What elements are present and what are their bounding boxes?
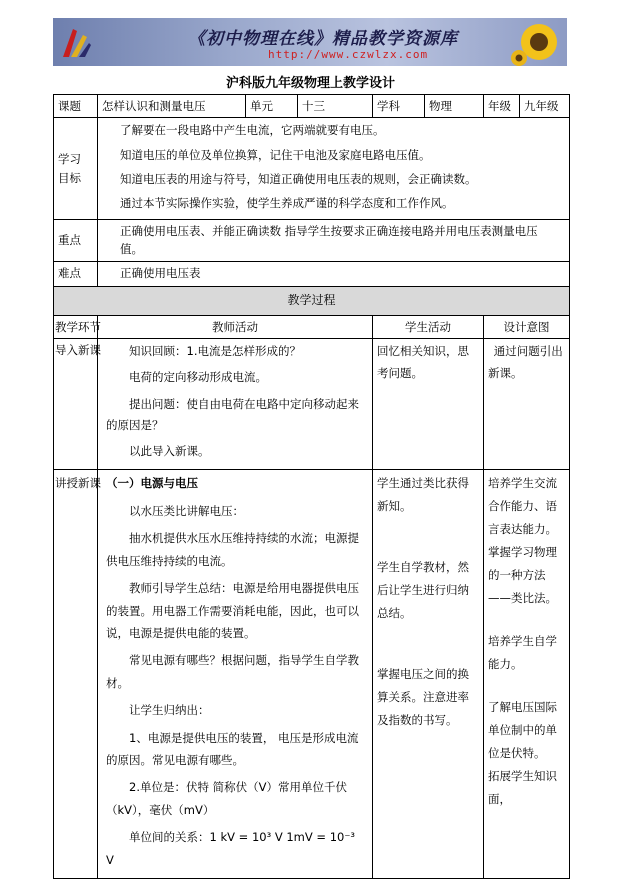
teacher-line: 单位间的关系：1 kV = 10³ V 1mV = 10⁻³ V (106, 830, 356, 867)
document-title: 沪科版九年级物理上教学设计 (225, 76, 395, 91)
lecture-row (54, 470, 570, 879)
goals-content (98, 118, 570, 220)
sunflower-icon (509, 18, 563, 66)
teacher-line: 提出问题：使自由电荷在电路中定向移动起来的原因是？ (106, 396, 359, 432)
key-point-label: 重点 (54, 219, 98, 261)
col-stage-header: 教学环节 (54, 315, 98, 338)
goal-item: 知道电压表的用途与符号，知道正确使用电压表的规则，会正确读数。 (120, 171, 477, 186)
process-title: 教学过程 (54, 286, 570, 315)
teacher-line: 教师引导学生总结：电源是给用电器提供电压的装置。用电器工作需要消耗电能，因此，也可以说，电源是提供电能的装置。 (106, 581, 359, 640)
intro-design: 通过问题引出新课。 (484, 339, 570, 470)
topic-label: 课题 (54, 95, 98, 118)
difficulty-row (54, 261, 570, 286)
lecture-student (373, 470, 484, 879)
goals-row (54, 118, 570, 220)
grade-value: 九年级 (520, 95, 570, 118)
key-point-row (54, 219, 570, 261)
teacher-line: 抽水机提供水压水压维持持续的水流；电源提供电压维持持续的电流。 (106, 531, 359, 568)
teacher-line: 电荷的定向移动形成电流。 (129, 370, 267, 385)
teacher-line: 以水压类比讲解电压： (129, 503, 244, 518)
difficulty-value: 正确使用电压表 (98, 261, 570, 286)
design-line: 拓展学生知识面， (488, 769, 557, 807)
topic-value: 怎样认识和测量电压 (98, 95, 246, 118)
subject-value: 物理 (425, 95, 484, 118)
goals-label-line1: 学习 (58, 152, 81, 167)
unit-label: 单元 (246, 95, 298, 118)
design-line: 培养学生自学能力。 (488, 634, 557, 672)
intro-row (54, 339, 570, 470)
col-design-header: 设计意图 (484, 315, 570, 338)
goals-label-line2: 目标 (58, 170, 81, 185)
teacher-line: 常见电源有哪些？根据问题，指导学生自学教材。 (106, 653, 359, 690)
intro-teacher (98, 339, 373, 470)
header-banner (53, 18, 567, 66)
teacher-line: 以此导入新课。 (129, 444, 210, 459)
lecture-teacher (98, 470, 373, 879)
intro-student: 回忆相关知识，思考问题。 (373, 339, 484, 470)
process-header-row (54, 315, 570, 338)
design-line: 培养学生交流合作能力、语言表达能力。 (488, 476, 557, 537)
student-line: 掌握电压之间的换算关系。注意进率及指数的书写。 (377, 667, 469, 728)
teacher-line: 知识回顾：1.电流是怎样形成的？ (129, 344, 301, 359)
lesson-plan-table (53, 94, 570, 879)
goal-item: 知道电压的单位及单位换算，记住干电池及家庭电路电压值。 (120, 147, 431, 162)
goal-item: 了解要在一段电路中产生电流，它两端就要有电压。 (120, 123, 385, 138)
unit-value: 十三 (298, 95, 373, 118)
banner-url: http://www.czwlzx.com (268, 48, 429, 61)
col-teacher-header: 教师活动 (98, 315, 373, 338)
intro-stage: 导入新课 (54, 339, 98, 470)
difficulty-label: 难点 (54, 261, 98, 286)
grade-label: 年级 (484, 95, 520, 118)
col-student-header: 学生活动 (373, 315, 484, 338)
student-line: 学生自学教材，然后让学生进行归纳总结。 (377, 560, 469, 621)
header-row (54, 95, 570, 118)
banner-title: 《初中物理在线》精品教学资源库 (188, 29, 458, 49)
subject-label: 学科 (373, 95, 425, 118)
student-line: 学生通过类比获得新知。 (377, 476, 469, 514)
logo-icon (59, 23, 93, 61)
lecture-stage: 讲授新课 (54, 470, 98, 879)
lecture-design (484, 470, 570, 879)
teacher-line: 2.单位是：伏特 简称伏（V）常用单位千伏（kV），毫伏（mV） (106, 780, 347, 817)
goals-label (54, 118, 98, 220)
process-title-row (54, 286, 570, 315)
key-point-value: 正确使用电压表、并能正确读数 指导学生按要求正确连接电路并用电压表测量电压值。 (98, 219, 570, 261)
design-line: 了解电压国际单位制中的单位是伏特。 (488, 700, 557, 761)
design-line: 掌握学习物理的一种方法——类比法。 (488, 545, 557, 606)
teacher-line: 让学生归纳出： (129, 703, 210, 718)
goal-item: 通过本节实际操作实验，使学生养成严谨的科学态度和工作作风。 (120, 195, 454, 210)
section-title: （一）电源与电压 (106, 476, 198, 491)
teacher-line: 1、电源是提供电压的装置， 电压是形成电流的原因。常见电源有哪些。 (106, 730, 359, 768)
